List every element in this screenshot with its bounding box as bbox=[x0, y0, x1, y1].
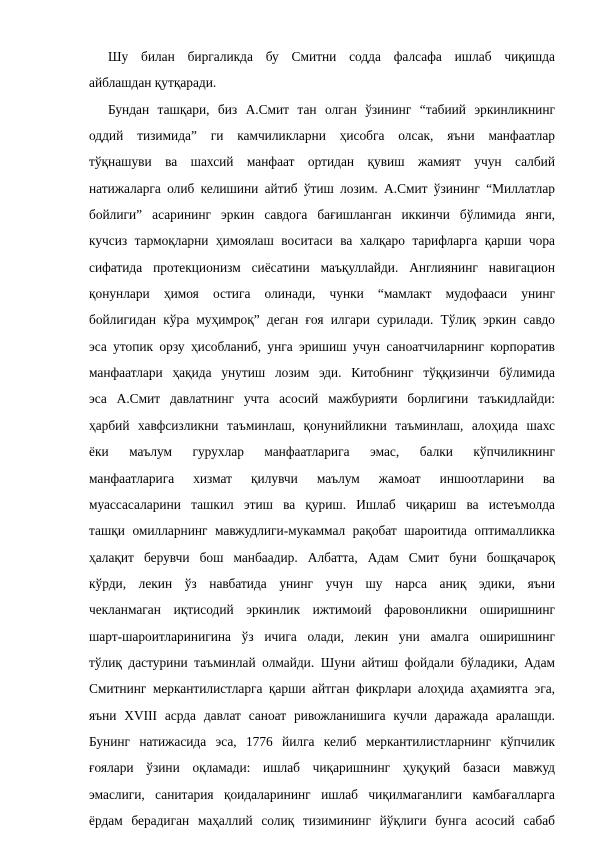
text-line: кучсиз тармоқларни ҳимоялаш воситаси ва халқаро тарифларга қарши чора bbox=[89, 233, 555, 249]
text-line: оддий тизимида” ги камчиликларни ҳисобга олсак, яъни манфаатлар bbox=[89, 128, 555, 144]
text-line: Шу билан биргаликда бу Смитни содда фалсафа ишлаб чиқишда bbox=[108, 49, 555, 64]
text-line: Бунинг натижасида эса, 1776 йилга келиб меркантилистларнинг кўпчилик bbox=[89, 733, 555, 749]
text-line: эса утопик орзу ҳисобланиб, унга эришиш учун саноатчиларнинг корпоратив bbox=[89, 338, 555, 354]
text-line: бойлиги” асарининг эркин савдога бағишланган иккинчи бўлимида янги, bbox=[89, 207, 555, 223]
text-line: Бундан ташқари, биз А.Смит тан олган ўзининг “табиий эркинликнинг bbox=[108, 101, 555, 117]
text-line: чекланмаган иқтисодий эркинлик ижтимоий фаровонликни оширишнинг bbox=[89, 602, 555, 618]
text-line: эса А.Смит давлатнинг учта асосий мажбурияти борлигини таъкидлайди: bbox=[89, 391, 555, 407]
text-line: Смитнинг меркантилистларга қарши айтган фикрлари алоҳида аҳамиятга эга, bbox=[89, 681, 555, 697]
text-line: айблашдан қутқаради. bbox=[89, 75, 217, 91]
text-line: эмаслиги, санитария қоидаларининг ишлаб чиқилмаганлиги камбағалларга bbox=[89, 786, 555, 802]
text-line: ёки маълум гурухлар манфаатларига эмас, балки кўпчиликнинг bbox=[89, 444, 555, 460]
text-line: шарт-шароитларинигина ўз ичига олади, лекин уни амалга оширишнинг bbox=[89, 628, 555, 644]
text-line: натижаларга олиб келишини айтиб ўтиш лозим. А.Смит ўзининг “Миллатлар bbox=[89, 180, 555, 196]
text-line: тўлиқ дастурини таъминлай олмайди. Шуни айтиш фойдали бўладики, Адам bbox=[89, 654, 555, 670]
text-line: манфаатларига хизмат қилувчи маълум жамоат иншоотларини ва bbox=[89, 470, 555, 486]
text-line: тўқнашуви ва шахсий манфаат ортидан қувиш жамият учун салбий bbox=[89, 154, 555, 170]
text-line: яъни XVIII асрда давлат саноат ривожланишига кучли даражада аралашди. bbox=[89, 707, 555, 723]
text-line: ғоялари ўзини оқламади: ишлаб чиқаришнинг ҳуқуқий базаси мавжуд bbox=[89, 760, 555, 776]
text-line: ҳалақит берувчи бош манбаадир. Албатта, Адам Смит буни бошқачароқ bbox=[89, 549, 555, 565]
text-line: қонунлари ҳимоя остига олинади, чунки “мамлакт мудофааси унинг bbox=[89, 286, 555, 302]
text-line: ташқи омилларнинг мавжудлиги-мукаммал рақобат шароитида оптималликка bbox=[89, 523, 555, 539]
text-line: кўрди, лекин ўз навбатида унинг учун шу нарса аниқ эдики, яъни bbox=[89, 575, 555, 591]
text-line: сифатида протекционизм сиёсатини маъқуллайди. Англиянинг навигацион bbox=[89, 259, 555, 275]
text-line: бойлигидан кўра муҳимроқ” деган ғоя илгари сурилади. Тўлиқ эркин савдо bbox=[89, 312, 555, 328]
text-line: муассасаларини ташкил этиш ва қуриш. Ишлаб чиқариш ва истеъмолда bbox=[89, 496, 555, 512]
text-line: манфаатлари ҳақида унутиш лозим эди. Китобнинг тўққизинчи бўлимида bbox=[89, 365, 555, 381]
text-line: ёрдам берадиган маҳаллий солиқ тизимининг йўқлиги бунга асосий сабаб bbox=[89, 812, 555, 828]
body-text bbox=[89, 44, 555, 834]
text-line: ҳарбий хавфсизликни таъминлаш, қонунийликни таъминлаш, алоҳида шахс bbox=[89, 417, 555, 433]
